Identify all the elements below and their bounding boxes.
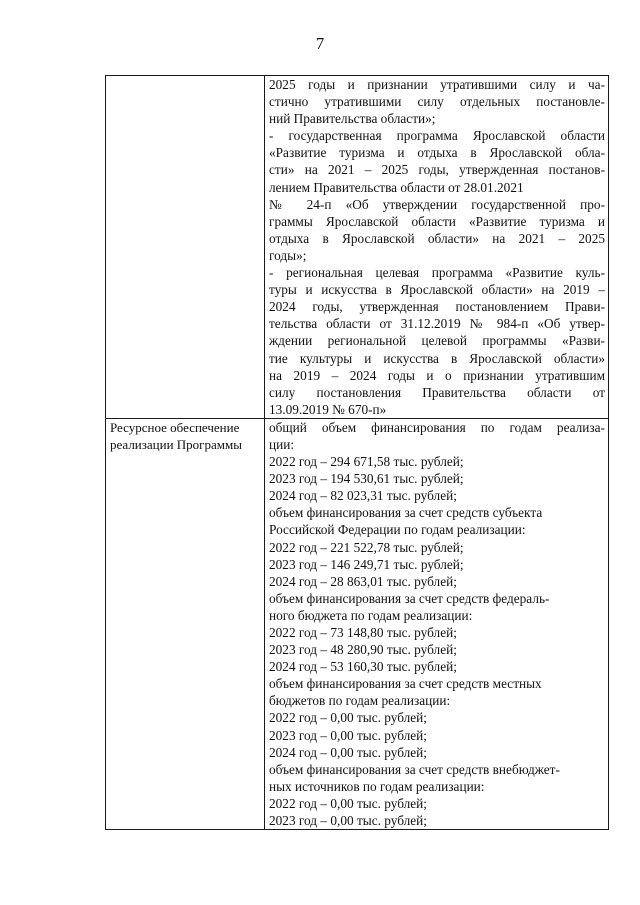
content-line: лением Правительства области от 28.01.2021 [269, 179, 524, 195]
page-number: 7 [315, 34, 325, 53]
label-line: реализации Программы [110, 436, 242, 452]
table-row [106, 418, 609, 829]
row-content-cell [265, 418, 609, 829]
content-line: сти» на 2021 – 2025 годы, утвержденная постанов- [269, 162, 605, 178]
content-line: 2023 год – 0,00 тыс. рублей; [269, 813, 427, 829]
content-line: 2022 год – 73 148,80 тыс. рублей; [269, 625, 457, 640]
content-line: на 2019 – 2024 годы и о признании утратившим [269, 367, 605, 383]
content-line: 13.09.2019 № 670-п» [269, 401, 387, 417]
content-line: 2024 год – 0,00 тыс. рублей; [269, 744, 427, 760]
content-line: - региональная целевая программа «Развитие куль- [269, 265, 605, 281]
row-label-cell [106, 418, 265, 829]
content-line: 2024 год – 82 023,31 тыс. рублей; [269, 488, 457, 504]
content-line: ного бюджета по годам реализации: [269, 607, 473, 623]
content-line: отдыха в Ярославской области» на 2021 – 2025 [269, 230, 605, 246]
content-line: 2022 год – 0,00 тыс. рублей; [269, 795, 427, 811]
content-line: «Развитие туризма и отдыха в Ярославской обла- [269, 145, 605, 161]
content-line: 2024 год – 28 863,01 тыс. рублей; [269, 573, 457, 589]
content-line: 2022 год – 294 671,58 тыс. рублей; [269, 454, 464, 470]
content-line: 2023 год – 194 530,61 тыс. рублей; [269, 471, 464, 487]
content-line: объем финансирования за счет средств субъекта [269, 505, 543, 521]
content-line: 2023 год – 146 249,71 тыс. рублей; [269, 556, 464, 572]
content-line: ний Правительства области»; [269, 111, 436, 127]
content-line: 2022 год – 221 522,78 тыс. рублей; [269, 539, 464, 555]
content-line: № 24-п «Об утверждении государственной про- [269, 196, 605, 212]
content-line: - государственная программа Ярославской области [269, 128, 605, 144]
table-row [106, 76, 609, 419]
content-line: 2024 годы, утвержденная постановлением Прави- [269, 299, 605, 315]
row-content-cell [265, 76, 609, 419]
content-line: годы»; [269, 247, 307, 263]
content-line: 2025 годы и признании утратившими силу и ча- [269, 77, 605, 92]
program-passport-table [105, 75, 609, 830]
content-line: граммы Ярославской области «Развитие туризма и [269, 213, 605, 229]
content-line: 2024 год – 53 160,30 тыс. рублей; [269, 659, 457, 675]
content-line: тие культуры и искусства в Ярославской области» [269, 350, 605, 366]
content-line: стично утратившими силу отдельных постановле- [269, 94, 605, 110]
content-line: объем финансирования за счет средств федераль- [269, 590, 550, 606]
content-line: ждении региональной целевой программы «Разви- [269, 333, 605, 349]
content-line: бюджетов по годам реализации: [269, 693, 451, 709]
content-line: ных источников по годам реализации: [269, 778, 485, 794]
content-line: Российской Федерации по годам реализации: [269, 522, 526, 538]
content-line: 2023 год – 48 280,90 тыс. рублей; [269, 642, 457, 658]
content-line: 2023 год – 0,00 тыс. рублей; [269, 727, 427, 743]
content-line: 2022 год – 0,00 тыс. рублей; [269, 710, 427, 726]
content-line: ции: [269, 436, 295, 452]
content-line: туры и искусства в Ярославской области» на 2019 – [269, 282, 605, 298]
content-line: силу постановления Правительства области от [269, 384, 605, 400]
content-line: тельства области от 31.12.2019 № 984-п «Об утвер- [269, 316, 605, 332]
content-line: объем финансирования за счет средств внебюджет- [269, 761, 560, 777]
content-line: общий объем финансирования по годам реализа- [269, 419, 605, 435]
row-label-cell [106, 76, 265, 419]
content-line: объем финансирования за счет средств местных [269, 676, 542, 692]
label-line: Ресурсное обеспечение [110, 419, 240, 435]
